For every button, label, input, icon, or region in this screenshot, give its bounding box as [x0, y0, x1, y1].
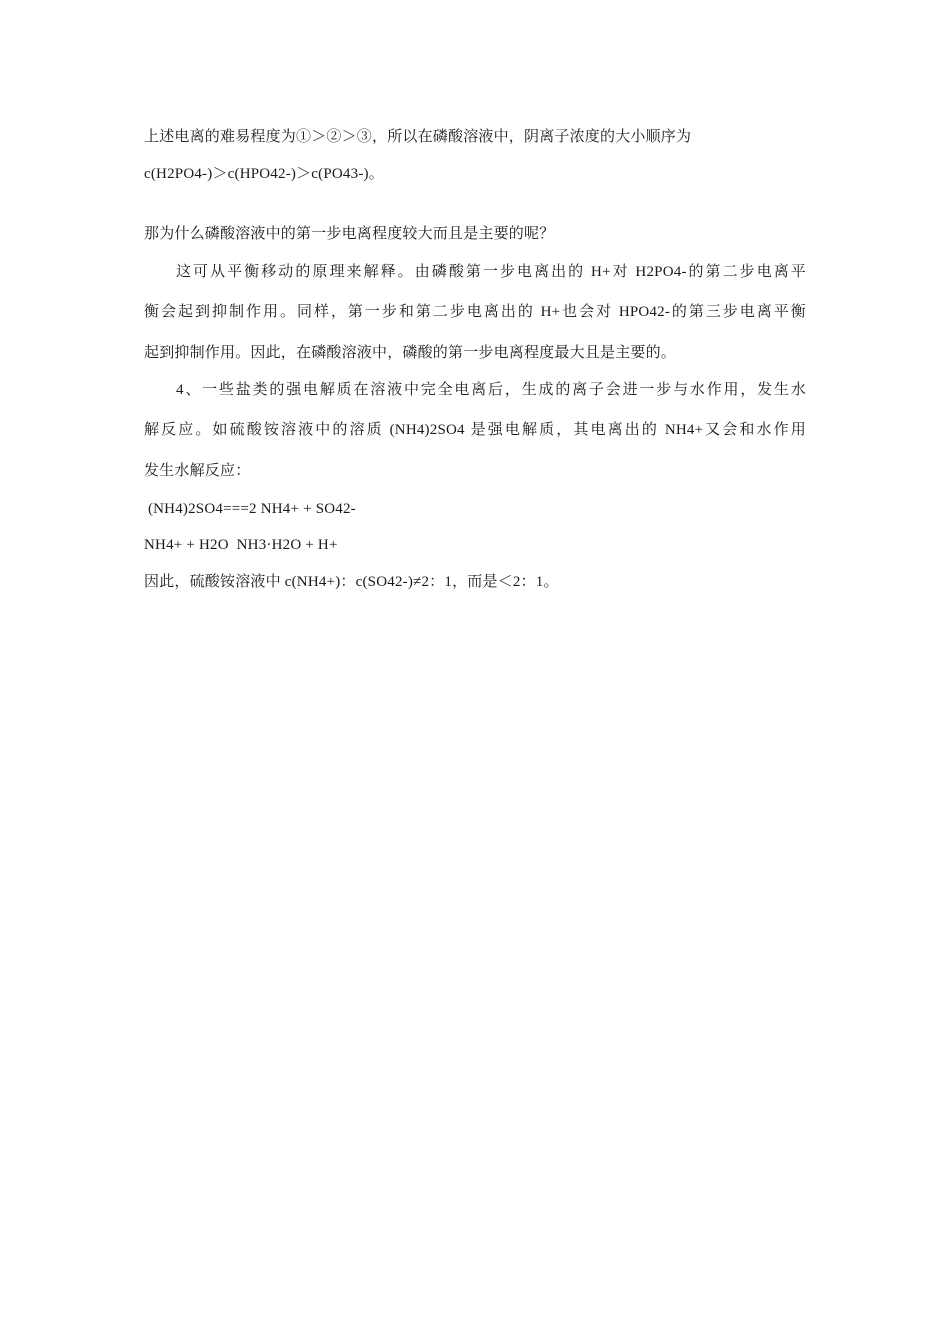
conclusion-line: 因此，硫酸铵溶液中 c(NH4+)：c(SO42-)≠2：1，而是＜2：1。 — [144, 574, 559, 590]
equation-ionization: (NH4)2SO4===2 NH4+ + SO42- — [144, 501, 356, 517]
paragraph-line-1: 上述电离的难易程度为①＞②＞③，所以在磷酸溶液中，阴离子浓度的大小顺序为 — [144, 129, 692, 145]
point-4-line-3: 发生水解反应： — [144, 463, 251, 479]
paragraph-line-2: c(H2PO4-)＞c(HPO42-)＞c(PO43-)。 — [144, 166, 384, 182]
equation-hydrolysis: NH4+ + H2O NH3·H2O + H+ — [144, 537, 338, 553]
question-line: 那为什么磷酸溶液中的第一步电离程度较大而且是主要的呢？ — [144, 226, 555, 242]
explanation-line-2: 衡会起到抑制作用。同样，第一步和第二步电离出的 H+也会对 HPO42-的第三步电离平衡 — [144, 304, 806, 320]
point-4-line-1: 4、一些盐类的强电解质在溶液中完全电离后，生成的离子会进一步与水作用，发生水 — [176, 382, 806, 398]
point-4-line-2: 解反应。如硫酸铵溶液中的溶质 (NH4)2SO4 是强电解质，其电离出的 NH4+又会和水作用 — [144, 422, 806, 438]
explanation-line-3: 起到抑制作用。因此，在磷酸溶液中，磷酸的第一步电离程度最大且是主要的。 — [144, 345, 677, 361]
explanation-line-1: 这可从平衡移动的原理来解释。由磷酸第一步电离出的 H+对 H2PO4-的第二步电离平 — [176, 264, 806, 280]
